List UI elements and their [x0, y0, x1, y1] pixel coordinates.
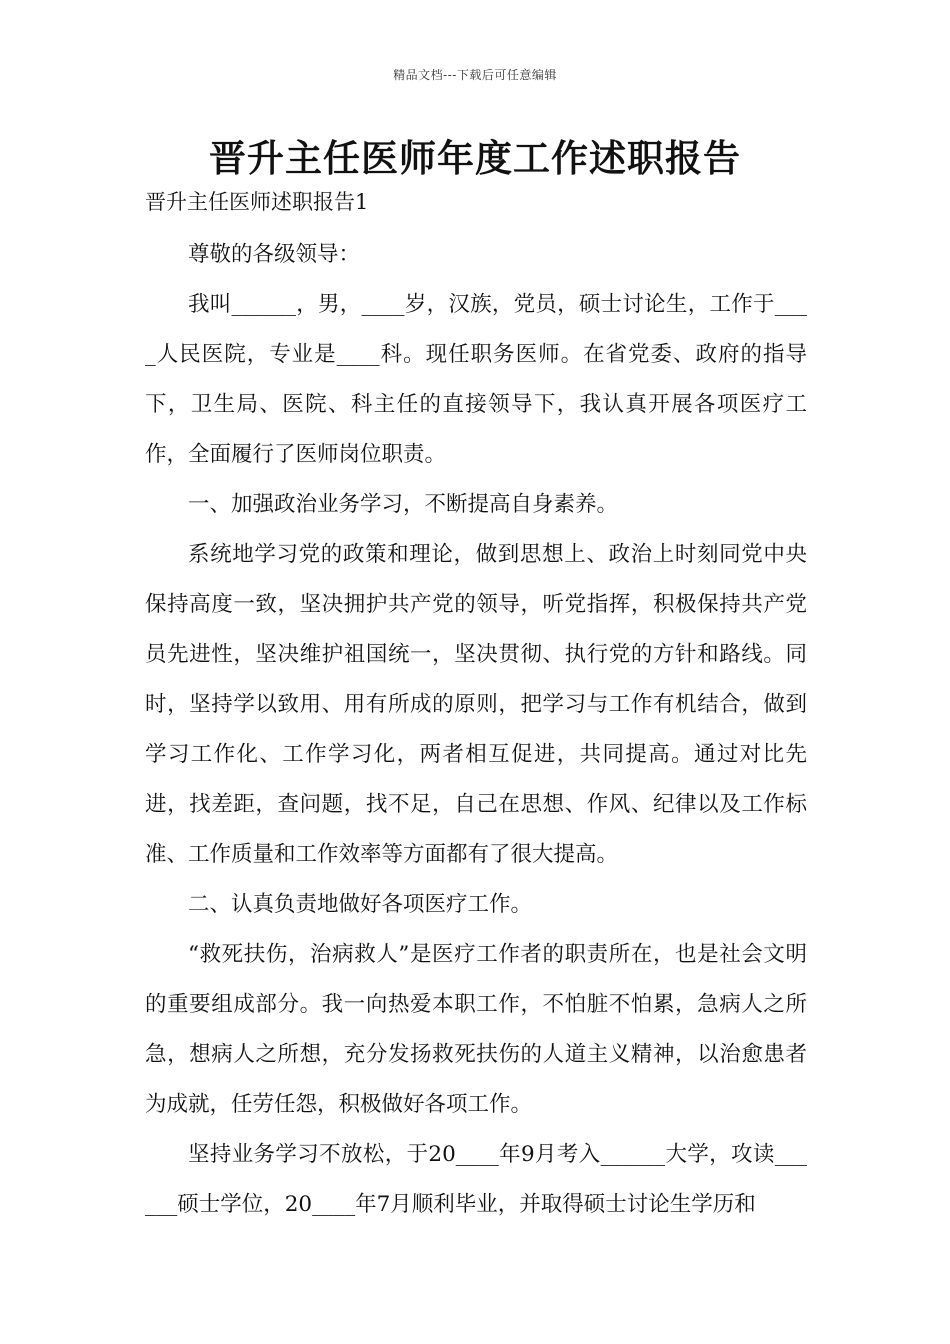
document-title: 晋升主任医师年度工作述职报告	[209, 136, 741, 180]
section-2-paragraph: “救死扶伤，治病救人”是医疗工作者的职责所在，也是社会文明的重要组成部分。我一向热爱本职工作，不怕脏不怕累，急病人之所急，想病人之所想，充分发扬救死扶伤的人道主义精神，以治愈患者为成就，任劳任怨，积极做好各项工作。	[145, 942, 807, 1117]
section-heading-1: 一、加强政治业务学习，不断提高自身素养。	[188, 492, 619, 517]
section-1-paragraph: 系统地学习党的政策和理论，做到思想上、政治上时刻同党中央保持高度一致，坚决拥护共产党的领导，听党指挥，积极保持共产党员先进性，坚决维护祖国统一，坚决贯彻、执行党的方针和路线。同时，坚持学以致用、用有所成的原则，把学习与工作有机结合，做到学习工作化、工作学习化，两者相互促进，共同提高。通过对比先进，找差距，查问题，找不足，自己在思想、作风、纪律以及工作标准、工作质量和工作效率等方面都有了很大提高。	[145, 542, 807, 867]
document-subtitle: 晋升主任医师述职报告1	[145, 190, 369, 214]
document-body	[145, 230, 807, 1230]
section-heading-2: 二、认真负责地做好各项医疗工作。	[188, 892, 533, 917]
study-paragraph: 坚持业务学习不放松，于20____年9月考入______大学，攻读______硕士学位，20____年7月顺利毕业，并取得硕士讨论生学历和	[145, 1142, 807, 1217]
salutation-paragraph: 尊敬的各级领导：	[188, 242, 361, 267]
intro-paragraph: 我叫______，男，____岁，汉族，党员，硕士讨论生，工作于____人民医院，专业是____科。现任职务医师。在省党委、政府的指导下，卫生局、医院、科主任的直接领导下，我认真开展各项医疗工作，全面履行了医师岗位职责。	[145, 292, 807, 467]
header-note: 精品文档---下载后可任意编辑	[393, 68, 557, 82]
